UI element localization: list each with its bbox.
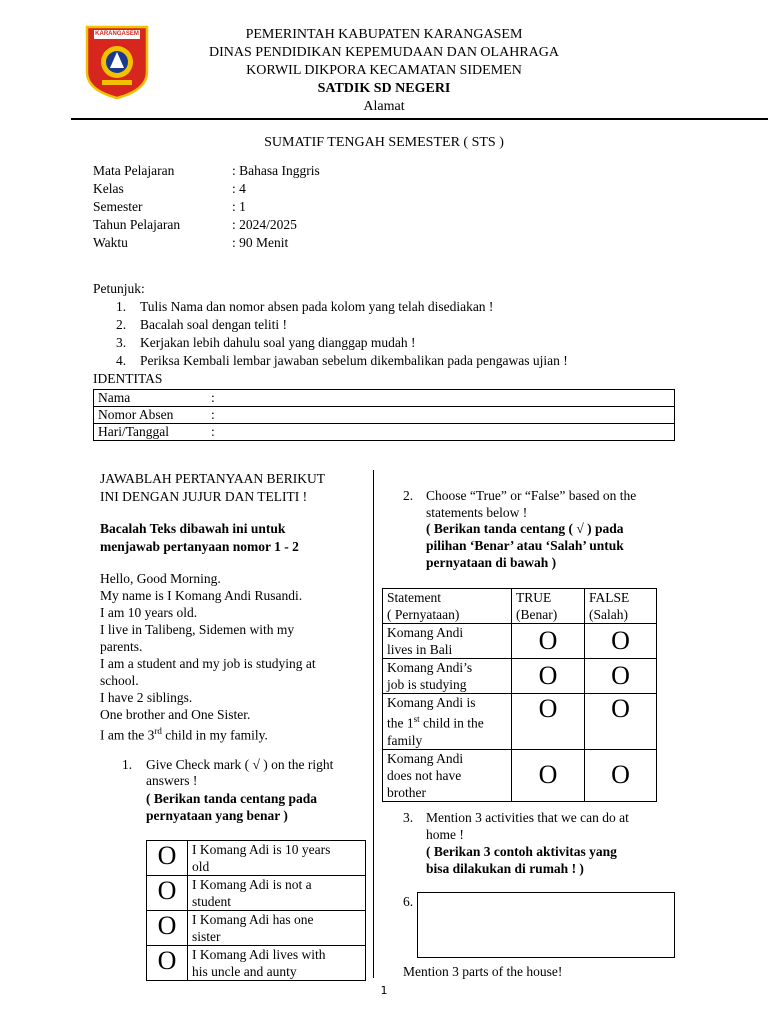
header-address: Alamat (363, 99, 405, 114)
check-circle[interactable]: O (147, 876, 188, 911)
option-row (147, 946, 366, 981)
column-divider (373, 470, 374, 978)
option-row (147, 841, 366, 876)
text-line: I am a student and my job is studying at (100, 656, 316, 671)
check-circle[interactable]: O (147, 911, 188, 946)
header-divider (71, 118, 768, 120)
table-row (383, 659, 657, 694)
text-line: school. (100, 673, 139, 688)
logo-text: KARANGASEM (95, 31, 139, 37)
q4-text: Mention 3 parts of the house! (403, 964, 563, 979)
read-instruction-2: menjawab pertanyaan nomor 1 - 2 (100, 539, 299, 554)
intro-line-1: JAWABLAH PERTANYAAN BERIKUT (100, 471, 326, 486)
header-line-1: PEMERINTAH KABUPATEN KARANGASEM (245, 27, 523, 42)
statement-line: lives in Bali (387, 642, 453, 657)
statement-cell (383, 624, 512, 659)
statement-line: Komang Andi’s (387, 660, 473, 675)
identity-colon: : (211, 424, 215, 439)
option-text (188, 876, 366, 911)
statement-line: Komang Andi (387, 625, 464, 640)
statement-line: brother (387, 784, 426, 800)
statement-line: Komang Andi (387, 750, 464, 766)
q2-line-1: Choose “True” or “False” based on the (426, 488, 637, 503)
text-line-child-order (100, 722, 268, 745)
option-text (188, 946, 366, 981)
identity-label: Nomor Absen (94, 407, 208, 424)
true-circle[interactable]: O (512, 749, 585, 801)
q2-bold-3: pernyataan di bawah ) (426, 555, 557, 570)
statement-line-ordinal (387, 711, 507, 732)
instruction-item: Tulis Nama dan nomor absen pada kolom yang telah disediakan ! (140, 299, 494, 314)
question-number: 6. (403, 894, 414, 909)
identity-row (94, 390, 675, 407)
true-circle[interactable]: O (512, 659, 585, 694)
header-statement (383, 589, 512, 624)
text-line: parents. (100, 639, 143, 654)
text-fragment: the 1 (387, 715, 414, 731)
statement-cell (383, 694, 512, 750)
intro-line-2: INI DENGAN JUJUR DAN TELITI ! (100, 489, 308, 504)
question-number: 1. (122, 757, 133, 772)
text-fragment: I am the 3 (100, 727, 155, 743)
instruction-item: Periksa Kembali lembar jawaban sebelum dikembalikan pada pengawas ujian ! (140, 353, 568, 368)
option-text (188, 841, 366, 876)
header-text: Statement (387, 590, 441, 605)
false-circle[interactable]: O (585, 749, 657, 801)
page-number: 1 (380, 984, 388, 997)
info-value: : Bahasa Inggris (232, 163, 320, 178)
info-label: Tahun Pelajaran (93, 217, 181, 232)
identity-row (94, 424, 675, 441)
header-school-name: SATDIK SD NEGERI (317, 81, 451, 96)
option-line: his uncle and aunty (192, 964, 297, 979)
text-line: I live in Talibeng, Sidemen with my (100, 622, 295, 637)
statement-line: job is studying (387, 677, 467, 692)
info-value: : 4 (232, 181, 246, 196)
option-line: I Komang Adi has one (192, 912, 314, 927)
list-number: 2. (116, 317, 127, 332)
date-field[interactable] (207, 424, 675, 441)
question-number: 3. (403, 810, 414, 825)
q1-line-1: Give Check mark ( √ ) on the right (146, 757, 334, 772)
option-row (147, 911, 366, 946)
q1-bold-1: ( Berikan tanda centang pada (146, 791, 318, 806)
check-circle[interactable]: O (147, 946, 188, 981)
header-line-2: DINAS PENDIDIKAN KEPEMUDAAN DAN OLAHRAGA (209, 45, 559, 60)
option-line: old (192, 859, 210, 874)
text-fragment: child in the (419, 715, 484, 731)
false-circle[interactable]: O (585, 694, 657, 750)
statement-cell (383, 749, 512, 801)
q1-options-table (146, 840, 366, 981)
header-text: (Salah) (589, 607, 628, 622)
instruction-item: Kerjakan lebih dahulu soal yang dianggap mudah ! (140, 335, 416, 350)
identity-heading: IDENTITAS (93, 371, 163, 386)
option-line: I Komang Adi is 10 years (192, 842, 331, 857)
info-label: Mata Pelajaran (93, 163, 175, 178)
text-fragment: child in my family. (161, 727, 268, 743)
list-number: 3. (116, 335, 127, 350)
exam-title: SUMATIF TENGAH SEMESTER ( STS ) (264, 135, 504, 150)
identity-row (94, 407, 675, 424)
header-text: ( Pernyataan) (387, 607, 460, 622)
option-line: I Komang Adi lives with (192, 947, 326, 962)
statement-line: Komang Andi is (387, 695, 476, 710)
q1-line-2: answers ! (146, 773, 198, 788)
option-line: student (192, 894, 231, 909)
header-text: TRUE (516, 590, 552, 605)
q3-bold-2: bisa dilakukan di rumah ! ) (426, 861, 584, 876)
q1-bold-2: pernyataan yang benar ) (146, 808, 288, 823)
q3-bold-1: ( Berikan 3 contoh aktivitas yang (426, 844, 617, 859)
option-line: sister (192, 929, 221, 944)
q3-line-1: Mention 3 activities that we can do at (426, 810, 629, 825)
true-circle[interactable]: O (512, 624, 585, 659)
statement-cell (383, 659, 512, 694)
header-true (512, 589, 585, 624)
ordinal-suffix: st (413, 714, 420, 724)
header-text: FALSE (589, 590, 630, 605)
header-false (585, 589, 657, 624)
statement-line: does not have (387, 767, 462, 783)
info-value: : 2024/2025 (232, 217, 297, 232)
name-field[interactable] (207, 390, 675, 407)
option-line: I Komang Adi is not a (192, 877, 312, 892)
identity-label: Nama (94, 390, 208, 407)
true-circle[interactable]: O (512, 694, 585, 750)
text-line: One brother and One Sister. (100, 707, 251, 722)
list-number: 4. (116, 353, 127, 368)
false-circle[interactable]: O (585, 624, 657, 659)
table-row (383, 694, 657, 750)
table-row (383, 749, 657, 801)
text-line: Hello, Good Morning. (100, 571, 221, 586)
option-row (147, 876, 366, 911)
info-value: : 90 Menit (232, 235, 289, 250)
identity-label: Hari/Tanggal (94, 424, 208, 441)
q2-bold-1: ( Berikan tanda centang ( √ ) pada (426, 521, 624, 536)
info-label: Kelas (93, 181, 124, 196)
answer-box[interactable] (417, 892, 675, 958)
question-number: 2. (403, 488, 414, 503)
q2-line-2: statements below ! (426, 505, 528, 520)
option-text (188, 911, 366, 946)
read-instruction-1: Bacalah Teks dibawah ini untuk (100, 521, 286, 536)
header-line-3: KORWIL DIKPORA KECAMATAN SIDEMEN (246, 63, 522, 78)
check-circle[interactable]: O (147, 841, 188, 876)
identity-colon: : (211, 390, 215, 405)
identity-table (93, 389, 675, 441)
instruction-item: Bacalah soal dengan teliti ! (140, 317, 287, 332)
instructions-heading: Petunjuk: (93, 281, 145, 296)
list-number: 1. (116, 299, 127, 314)
absent-number-field[interactable] (207, 407, 675, 424)
header-text: (Benar) (516, 607, 558, 622)
ordinal-suffix: rd (154, 726, 162, 736)
q2-bold-2: pilihan ‘Benar’ atau ‘Salah’ untuk (426, 538, 624, 553)
text-line: I have 2 siblings. (100, 690, 193, 705)
false-circle[interactable]: O (585, 659, 657, 694)
text-line: I am 10 years old. (100, 605, 198, 620)
q3-line-2: home ! (426, 827, 464, 842)
table-header-row (383, 589, 657, 624)
info-value: : 1 (232, 199, 246, 214)
true-false-table (382, 588, 657, 802)
text-line: My name is I Komang Andi Rusandi. (100, 588, 303, 603)
table-row (383, 624, 657, 659)
statement-line: family (387, 732, 423, 748)
info-label: Waktu (93, 235, 128, 250)
info-label: Semester (93, 199, 143, 214)
identity-colon: : (211, 407, 215, 422)
